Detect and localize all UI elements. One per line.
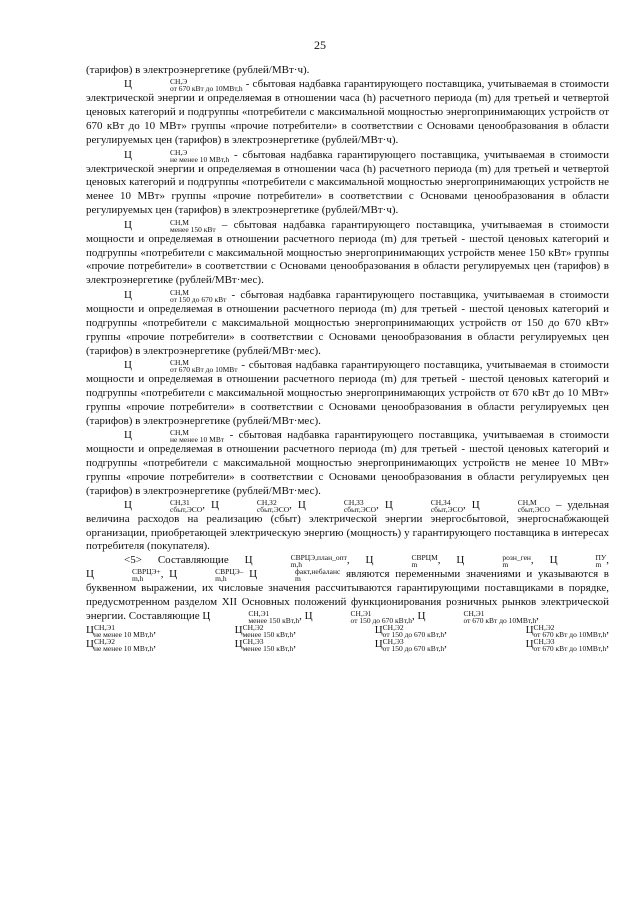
price-symbol: Ц СН,М менее 150 кВт: [124, 217, 216, 234]
symbol-superscript: СН,М: [169, 287, 189, 297]
symbol-superscript: СН,Э2: [242, 623, 264, 633]
price-symbol: Ц СН,Э3 от 150 до 670 кВт,h: [374, 637, 445, 654]
symbol-indices: [558, 554, 607, 568]
price-symbol: Ц СН,З4 сбыт,ЭСО: [384, 497, 463, 514]
symbol-indices: [243, 638, 294, 652]
tail-cell: Ц СН,Э3 от 150 до 670 кВт,h ,: [374, 637, 447, 654]
symbol-superscript: ПУ: [595, 553, 607, 563]
symbol-subscript: от 150 до 670 кВт,h: [382, 630, 445, 640]
definition-paragraph: [86, 149, 609, 219]
symbol-subscript: от 670 кВт до 10МВт,h: [169, 84, 243, 94]
page-number: 25: [314, 38, 326, 52]
definition-text: - сбытовая надбавка гарантирующего поставщика, учитываемая в стоимости мощности и определяемая в отношении расчетного периода (m) для третьей - шестой ценовых категорий и подгруппы «потребители с максимальной мощностью энергопринимающих устройств от 150 до 670 кВт» группы «прочие потребители» в соответствии с Основами ценообразования в области регулируемых цен (тарифов) в электроэнергетике (рублей/МВт·мес).: [86, 288, 609, 357]
symbol-superscript: СН,М: [517, 497, 537, 507]
definition-text: - сбытовая надбавка гарантирующего поставщика, учитываемая в стоимости электрической энергии и определяемая в отношении часа (h) расчетного периода (m) для третьей и четвертой ценовых категорий и подгруппы «потребители с максимальной мощностью энергопринимающих устройств от 670 кВт до 10 МВт» группы «прочие потребители» в соответствии с Основами ценообразования в области регулируемых цен (тарифов) в электроэнергетике (рублей/МВт·ч).: [86, 78, 609, 147]
symbol-superscript: СН,Э1: [350, 609, 372, 619]
definition-text: - сбытовая надбавка гарантирующего поставщика, учитываемая в стоимости мощности и определяемая в отношении расчетного периода (m) для третьей - шестой ценовых категорий и подгруппы «потребители с максимальной мощностью энергопринимающих устройств от 670 кВт до 10 МВт» группы «прочие потребители» в соответствии с Основами ценообразования в области регулируемых цен (тарифов) в электроэнергетике (рублей/МВт·мес).: [86, 358, 609, 427]
symbol-subscript: сбыт,ЭСО: [169, 504, 203, 514]
symbol-superscript: факт,небаланс: [295, 567, 341, 577]
symbol-subscript: менее 150 кВт,h: [242, 644, 294, 654]
price-symbol: Ц СВРЦЭ+ m,h: [86, 567, 161, 584]
symbol-subscript: от 670 кВт до 10МВт,h: [533, 644, 607, 654]
document-body: [86, 64, 609, 652]
symbol-superscript: СН,Э3: [242, 637, 264, 647]
symbol-subscript: сбыт,ЭСО: [256, 504, 290, 514]
definition-text: - сбытовая надбавка гарантирующего поставщика, учитываемая в стоимости мощности и определяемая в отношении расчетного периода (m) для третьей - шестой ценовых категорий и подгруппы «потребители с максимальной мощностью энергопринимающих устройств не менее 10 МВт» группы «прочие потребители» в соответствии с Основами ценообразования в области регулируемых цен (тарифов) в электроэнергетике (рублей/МВт·мес).: [86, 429, 609, 497]
symbol-subscript: не менее 10 МВт,h: [93, 644, 154, 654]
tail-cell: Ц СН,Э2 менее 150 кВт,h ,: [234, 623, 297, 640]
symbol-indices: [393, 499, 463, 513]
symbol-indices: [219, 499, 289, 513]
symbol-superscript: СН,М: [169, 428, 189, 438]
price-symbol: Ц СН,М сбыт,ЭСО: [471, 497, 550, 514]
symbol-indices: [210, 610, 299, 624]
definition-text: – сбытовая надбавка гарантирующего поставщика, учитываемая в стоимости мощности и определяемая в отношении расчетного периода (m) для третьей - шестой ценовых категорий и подгруппы «потребители с максимальной мощностью энергопринимающих устройств менее 150 кВт» группы «прочие потребители» в соответствии с Основами ценообразования в области регулируемых цен (тарифов) в электроэнергетике (рублей/МВт·мес).: [86, 218, 609, 287]
tail-symbols: [86, 624, 609, 652]
sbyt-definition: Ц СН,З1 сбыт,ЭСО , Ц СН,З2 сбыт,ЭСО , Ц СН,З3 сбыт,ЭСО , Ц СН,З4 сбыт,ЭСО , Ц СН,М сбыт,ЭСО – удельная величина расходов на реализацию (сбыт) электрической энергии энергосбытовой, энергоснабжающей организации, приобретающей электрическую энергию (мощность) у гарантирующего поставщика в интересах потребителя (покупателя).: [86, 497, 610, 553]
symbol-subscript: менее 150 кВт: [169, 224, 216, 234]
symbol-subscript: m: [595, 560, 602, 570]
symbol-indices: [480, 499, 550, 513]
symbol-superscript: СН,Э2: [93, 637, 115, 647]
price-symbol: Ц СН,М от 670 кВт до 10МВт: [124, 357, 238, 374]
symbol-subscript: m,h: [290, 560, 303, 570]
symbol-subscript: сбыт,ЭСО: [430, 504, 463, 514]
tail-row: [86, 624, 609, 638]
symbol-indices: [534, 638, 607, 652]
symbol-superscript: СН,Э3: [533, 637, 555, 647]
symbol-superscript: СН,З4: [430, 497, 451, 507]
symbol-indices: [132, 359, 238, 373]
symbol-subscript: от 670 кВт до 10МВт,h: [533, 630, 607, 640]
symbol-indices: [177, 568, 243, 582]
symbol-superscript: СН,Э1: [463, 609, 485, 619]
symbol-indices: [425, 610, 536, 624]
price-symbol: Ц розн_ген m: [456, 553, 531, 570]
definition-paragraph: [86, 359, 609, 429]
note-lead: Составляющие: [157, 554, 229, 567]
symbol-indices: [94, 638, 153, 652]
symbol-subscript: не менее 10 МВт,h: [93, 630, 154, 640]
symbol-subscript: сбыт,ЭСО: [517, 504, 550, 514]
price-symbol: Ц СН,Э1 от 670 кВт до 10МВт,h: [417, 609, 537, 626]
symbol-indices: [306, 499, 376, 513]
definition-paragraph: [86, 219, 609, 289]
note-5: <5> Составляющие Ц СВРЦЭ,план_опт m,h , Ц СВРЦМ m , Ц розн_ген m , Ц ПУ m , Ц СВРЦЭ+ m,h , Ц СВРЦЭ– m,h Ц факт,небаланс m являются переменными значениями и указываются в буквенном выражении, их числовые значения рассчитываются гарантирующими поставщиками в порядке, предусмотренном разделом XII Основных положений функционирования розничных рынков электрической энергии. Составляющие Ц СН,Э1 менее 150 кВт,h , Ц СН,Э1 от 150 до 670 кВт,h , Ц СН,Э1 от 670 кВт до 10МВт,h ,: [86, 553, 610, 626]
tail-cell: Ц СН,Э3 от 670 кВт до 10МВт,h ,: [525, 637, 609, 654]
symbol-superscript: СН,Э: [169, 77, 188, 87]
symbol-subscript: m,h: [131, 574, 144, 584]
symbol-superscript: СН,Э2: [533, 623, 555, 633]
price-symbol: Ц СН,З1 сбыт,ЭСО: [124, 497, 203, 514]
tail-cell: Ц СН,Э2 от 150 до 670 кВт,h ,: [374, 623, 447, 640]
symbol-superscript: СН,Э3: [382, 637, 404, 647]
symbol-indices: [313, 610, 412, 624]
price-symbol: Ц ПУ m: [549, 553, 607, 570]
symbol-superscript: СН,Э2: [382, 623, 404, 633]
symbol-indices: [132, 78, 243, 92]
symbol-superscript: СН,З3: [343, 497, 364, 507]
tail-cell: Ц СН,Э3 менее 150 кВт,h ,: [234, 637, 297, 654]
price-symbol: Ц СН,Э3 менее 150 кВт,h: [234, 637, 294, 654]
symbol-subscript: сбыт,ЭСО: [343, 504, 377, 514]
symbol-superscript: СН,Э1: [248, 609, 270, 619]
price-symbol: Ц СН,Э1 менее 150 кВт,h: [202, 609, 300, 626]
definition-text: - сбытовая надбавка гарантирующего поставщика, учитываемая в стоимости электрической энергии и определяемая в отношении часа (h) расчетного периода (m) для третьей и четвертой ценовых категорий и подгруппы «потребители с максимальной мощностью энергопринимающих устройств не менее 10 МВт» группы «прочие потребители» в соответствии с Основами ценообразования в области регулируемых цен (тарифов) в электроэнергетике (рублей/МВт·ч).: [86, 148, 609, 217]
symbol-subscript: от 670 кВт до 10МВт,h: [463, 616, 537, 626]
symbol-indices: [373, 554, 437, 568]
tail-cell: Ц СН,Э2 не менее 10 МВт,h ,: [86, 637, 156, 654]
symbol-subscript: от 150 до 670 кВт,h: [350, 616, 413, 626]
price-symbol: Ц СН,Э2 от 670 кВт до 10МВт,h: [525, 623, 607, 640]
symbol-indices: [534, 624, 607, 638]
symbol-superscript: СВРЦЭ+: [131, 567, 161, 577]
price-symbol: Ц СН,Э2 не менее 10 МВт,h: [86, 637, 154, 654]
symbol-superscript: СН,М: [169, 357, 189, 367]
symbol-indices: [94, 568, 161, 582]
sbyt-text: – удельная величина расходов на реализацию (сбыт) электрической энергии энергосбытовой, энергоснабжающей организации, приобретающей электрическую энергию (мощность) у гарантирующего поставщика в интересах потребителя (покупателя).: [86, 498, 610, 553]
symbol-subscript: от 150 до 670 кВт: [169, 294, 227, 304]
tail-cell: Ц СН,Э2 от 670 кВт до 10МВт,h ,: [525, 623, 609, 640]
price-symbol: Ц СН,Э1 не менее 10 МВт,h: [86, 623, 154, 640]
symbol-indices: [132, 219, 216, 233]
definition-paragraph: [86, 429, 609, 499]
symbol-indices: [132, 149, 229, 163]
symbol-indices: [132, 289, 226, 303]
symbol-subscript: не менее 10 МВт,h: [169, 154, 230, 164]
symbol-superscript: СН,З1: [169, 497, 190, 507]
price-symbol: Ц СН,Э не менее 10 МВт,h: [124, 147, 230, 164]
definition-list: [86, 78, 609, 498]
price-symbol: Ц СН,Э1 от 150 до 670 кВт,h: [304, 609, 413, 626]
symbol-superscript: СН,Э: [169, 147, 188, 157]
symbol-indices: [383, 624, 444, 638]
symbol-subscript: от 150 до 670 кВт,h: [382, 644, 445, 654]
note-text: являются переменными значениями и указываются в буквенном выражении, их числовые значения рассчитываются гарантирующими поставщиками в порядке, предусмотренном разделом XII Основных положений функционирования розничных рынков электрической энергии. Составляющие: [86, 568, 610, 623]
price-symbol: Ц СВРЦЭ,план_опт m,h: [244, 553, 347, 570]
price-symbol: Ц СН,З2 сбыт,ЭСО: [210, 497, 290, 514]
symbol-indices: [464, 554, 531, 568]
symbol-subscript: m: [502, 560, 509, 570]
symbol-indices: [132, 429, 224, 443]
price-symbol: Ц СН,Э2 от 150 до 670 кВт,h: [374, 623, 445, 640]
price-symbol: Ц СН,М не менее 10 МВт: [124, 428, 225, 445]
price-symbol: Ц СН,Э от 670 кВт до 10МВт,h: [124, 77, 243, 94]
symbol-subscript: не менее 10 МВт: [169, 435, 225, 445]
symbol-superscript: СВРЦМ: [411, 553, 438, 563]
symbol-subscript: m: [295, 574, 301, 584]
tail-cell: Ц СН,Э1 не менее 10 МВт,h ,: [86, 623, 156, 640]
tail-row: [86, 638, 609, 652]
symbol-superscript: СВРЦЭ,план_опт: [290, 553, 347, 563]
symbol-subscript: от 670 кВт до 10МВт: [169, 364, 238, 374]
price-symbol: Ц СВРЦМ m: [365, 553, 438, 570]
symbol-subscript: m,h: [215, 574, 227, 584]
price-symbol: Ц СН,З3 сбыт,ЭСО: [297, 497, 377, 514]
note-marker: <5>: [124, 554, 142, 567]
symbol-superscript: СН,З2: [256, 497, 277, 507]
intro-line: (тарифов) в электроэнергетике (рублей/МВт·ч).: [86, 64, 310, 76]
price-symbol: Ц СН,Э2 менее 150 кВт,h: [234, 623, 294, 640]
definition-paragraph: [86, 78, 609, 148]
price-symbol: Ц СН,Э3 от 670 кВт до 10МВт,h: [525, 637, 607, 654]
symbol-superscript: СН,Э1: [93, 623, 115, 633]
symbol-indices: [383, 638, 444, 652]
symbol-indices: [132, 499, 202, 513]
symbol-indices: [243, 624, 294, 638]
price-symbol: Ц СВРЦЭ– m,h: [169, 567, 244, 584]
symbol-indices: [253, 554, 347, 568]
symbol-superscript: СН,М: [169, 217, 189, 227]
symbol-superscript: СВРЦЭ–: [215, 567, 244, 577]
symbol-subscript: m: [411, 560, 418, 570]
symbol-indices: [257, 568, 340, 582]
symbol-subscript: менее 150 кВт,h: [242, 630, 294, 640]
definition-paragraph: [86, 289, 609, 359]
price-symbol: Ц факт,небаланс m: [249, 567, 341, 584]
price-symbol: Ц СН,М от 150 до 670 кВт: [124, 287, 227, 304]
symbol-indices: [94, 624, 153, 638]
symbol-superscript: розн_ген: [502, 553, 531, 563]
symbol-subscript: менее 150 кВт,h: [248, 616, 300, 626]
